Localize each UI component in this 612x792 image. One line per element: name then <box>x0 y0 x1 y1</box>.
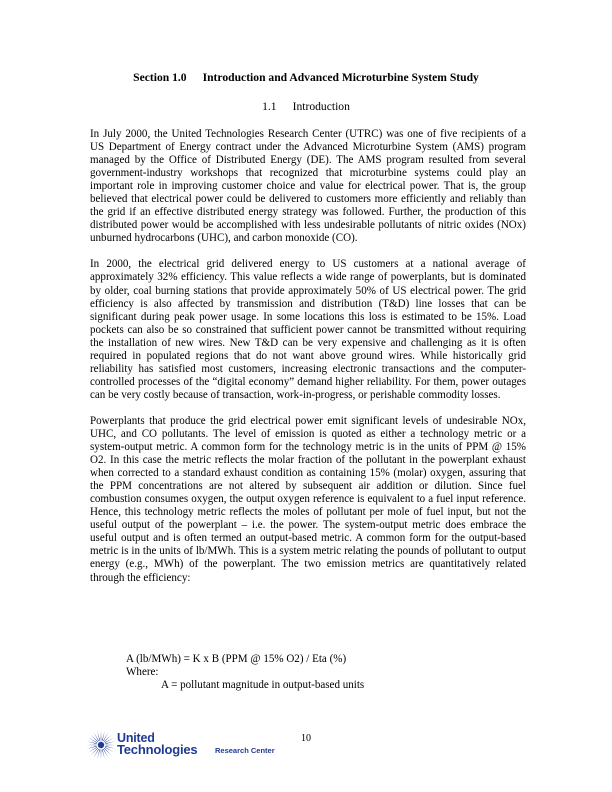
body-text <box>90 128 526 585</box>
utc-logo <box>86 730 226 760</box>
logo-text-united: United <box>117 731 155 745</box>
research-center-label: Research Center <box>215 746 275 755</box>
formula-equation: A (lb/MWh) = K x B (PPM @ 15% O2) / Eta (%) <box>126 653 347 665</box>
section-title: Introduction and Advanced Microturbine System Study <box>202 71 479 84</box>
formula-block <box>126 653 546 692</box>
section-heading <box>0 71 612 85</box>
subsection-title: Introduction <box>292 100 350 113</box>
subsection-heading <box>0 100 612 114</box>
section-number: Section 1.0 <box>133 71 187 84</box>
page-number: 10 <box>301 733 311 744</box>
formula-where: Where: <box>126 666 159 679</box>
paragraph-intro: In July 2000, the United Technologies Research Center (UTRC) was one of five recipients of a US Department of Energy contract under the Advanced Microturbine System (AMS) program managed by the Office of Distributed Energy (DE). The AMS program resulted from several government-industry workshops that recognized that microturbine systems could play an important role in improving customer choice and value for electrical power. That is, the group believed that electrical power could be delivered to customers more efficiently and reliably than the grid if an effective distributed energy strategy was followed. Further, the production of this distributed power would be accomplished with less undesirable pollutants of nitric oxides (NOx) unburned hydrocarbons (UHC), and carbon monoxide (CO). <box>90 128 526 245</box>
formula-definition: A = pollutant magnitude in output-based units <box>161 679 365 692</box>
logo-text-technologies: Technologies <box>117 742 198 757</box>
paragraph-grid-efficiency: In 2000, the electrical grid delivered energy to US customers at a national average of approximately 32% efficiency. This value reflects a wide range of powerplants, but is dominated by older, coal burning stations that provide approximately 50% of US electrical power. The grid efficiency is also affected by transmission and distribution (T&D) line losses that can be significant during peak power usage. In some locations this loss is estimated to be 15%. Load pockets can also be so constrained that sufficient power cannot be transmitted without requiring the installation of new wires. New T&D can be very expensive and challenging as it is often required in populated regions that do not want above ground wires. While historically grid reliability has satisfied most customers, increasing electronic transactions and the computer-controlled processes of the “digital economy” demand higher reliability. For them, power outages can be very costly because of transaction, work-in-progress, or perishable commodity losses. <box>90 258 526 401</box>
paragraph-emissions: Powerplants that produce the grid electrical power emit significant levels of undesirable NOx, UHC, and CO pollutants. The level of emission is quoted as either a technology metric or a system-output metric. A common form for the technology metric is in the units of PPM @ 15% O2. In this case the metric reflects the molar fraction of the pollutant in the powerplant exhaust when corrected to a standard exhaust condition as containing 15% (molar) oxygen, assuring that the PPM concentrations are not altered by subsequent air addition or dilution. Since fuel combustion consumes oxygen, the output oxygen reference is equivalent to a fuel input reference. Hence, this technology metric reflects the moles of pollutant per mole of fuel input, but not the useful output of the powerplant – i.e. the power. The system-output metric does embrace the useful output and is often termed an output-based metric. A common form for the output-based metric is in the units of lb/MWh. This is a system metric relating the pounds of pollutant to output energy (e.g., MWh) of the powerplant. The two emission metrics are quantitatively related through the efficiency: <box>90 414 526 584</box>
utc-starburst-icon <box>86 730 116 760</box>
subsection-number: 1.1 <box>262 100 277 113</box>
